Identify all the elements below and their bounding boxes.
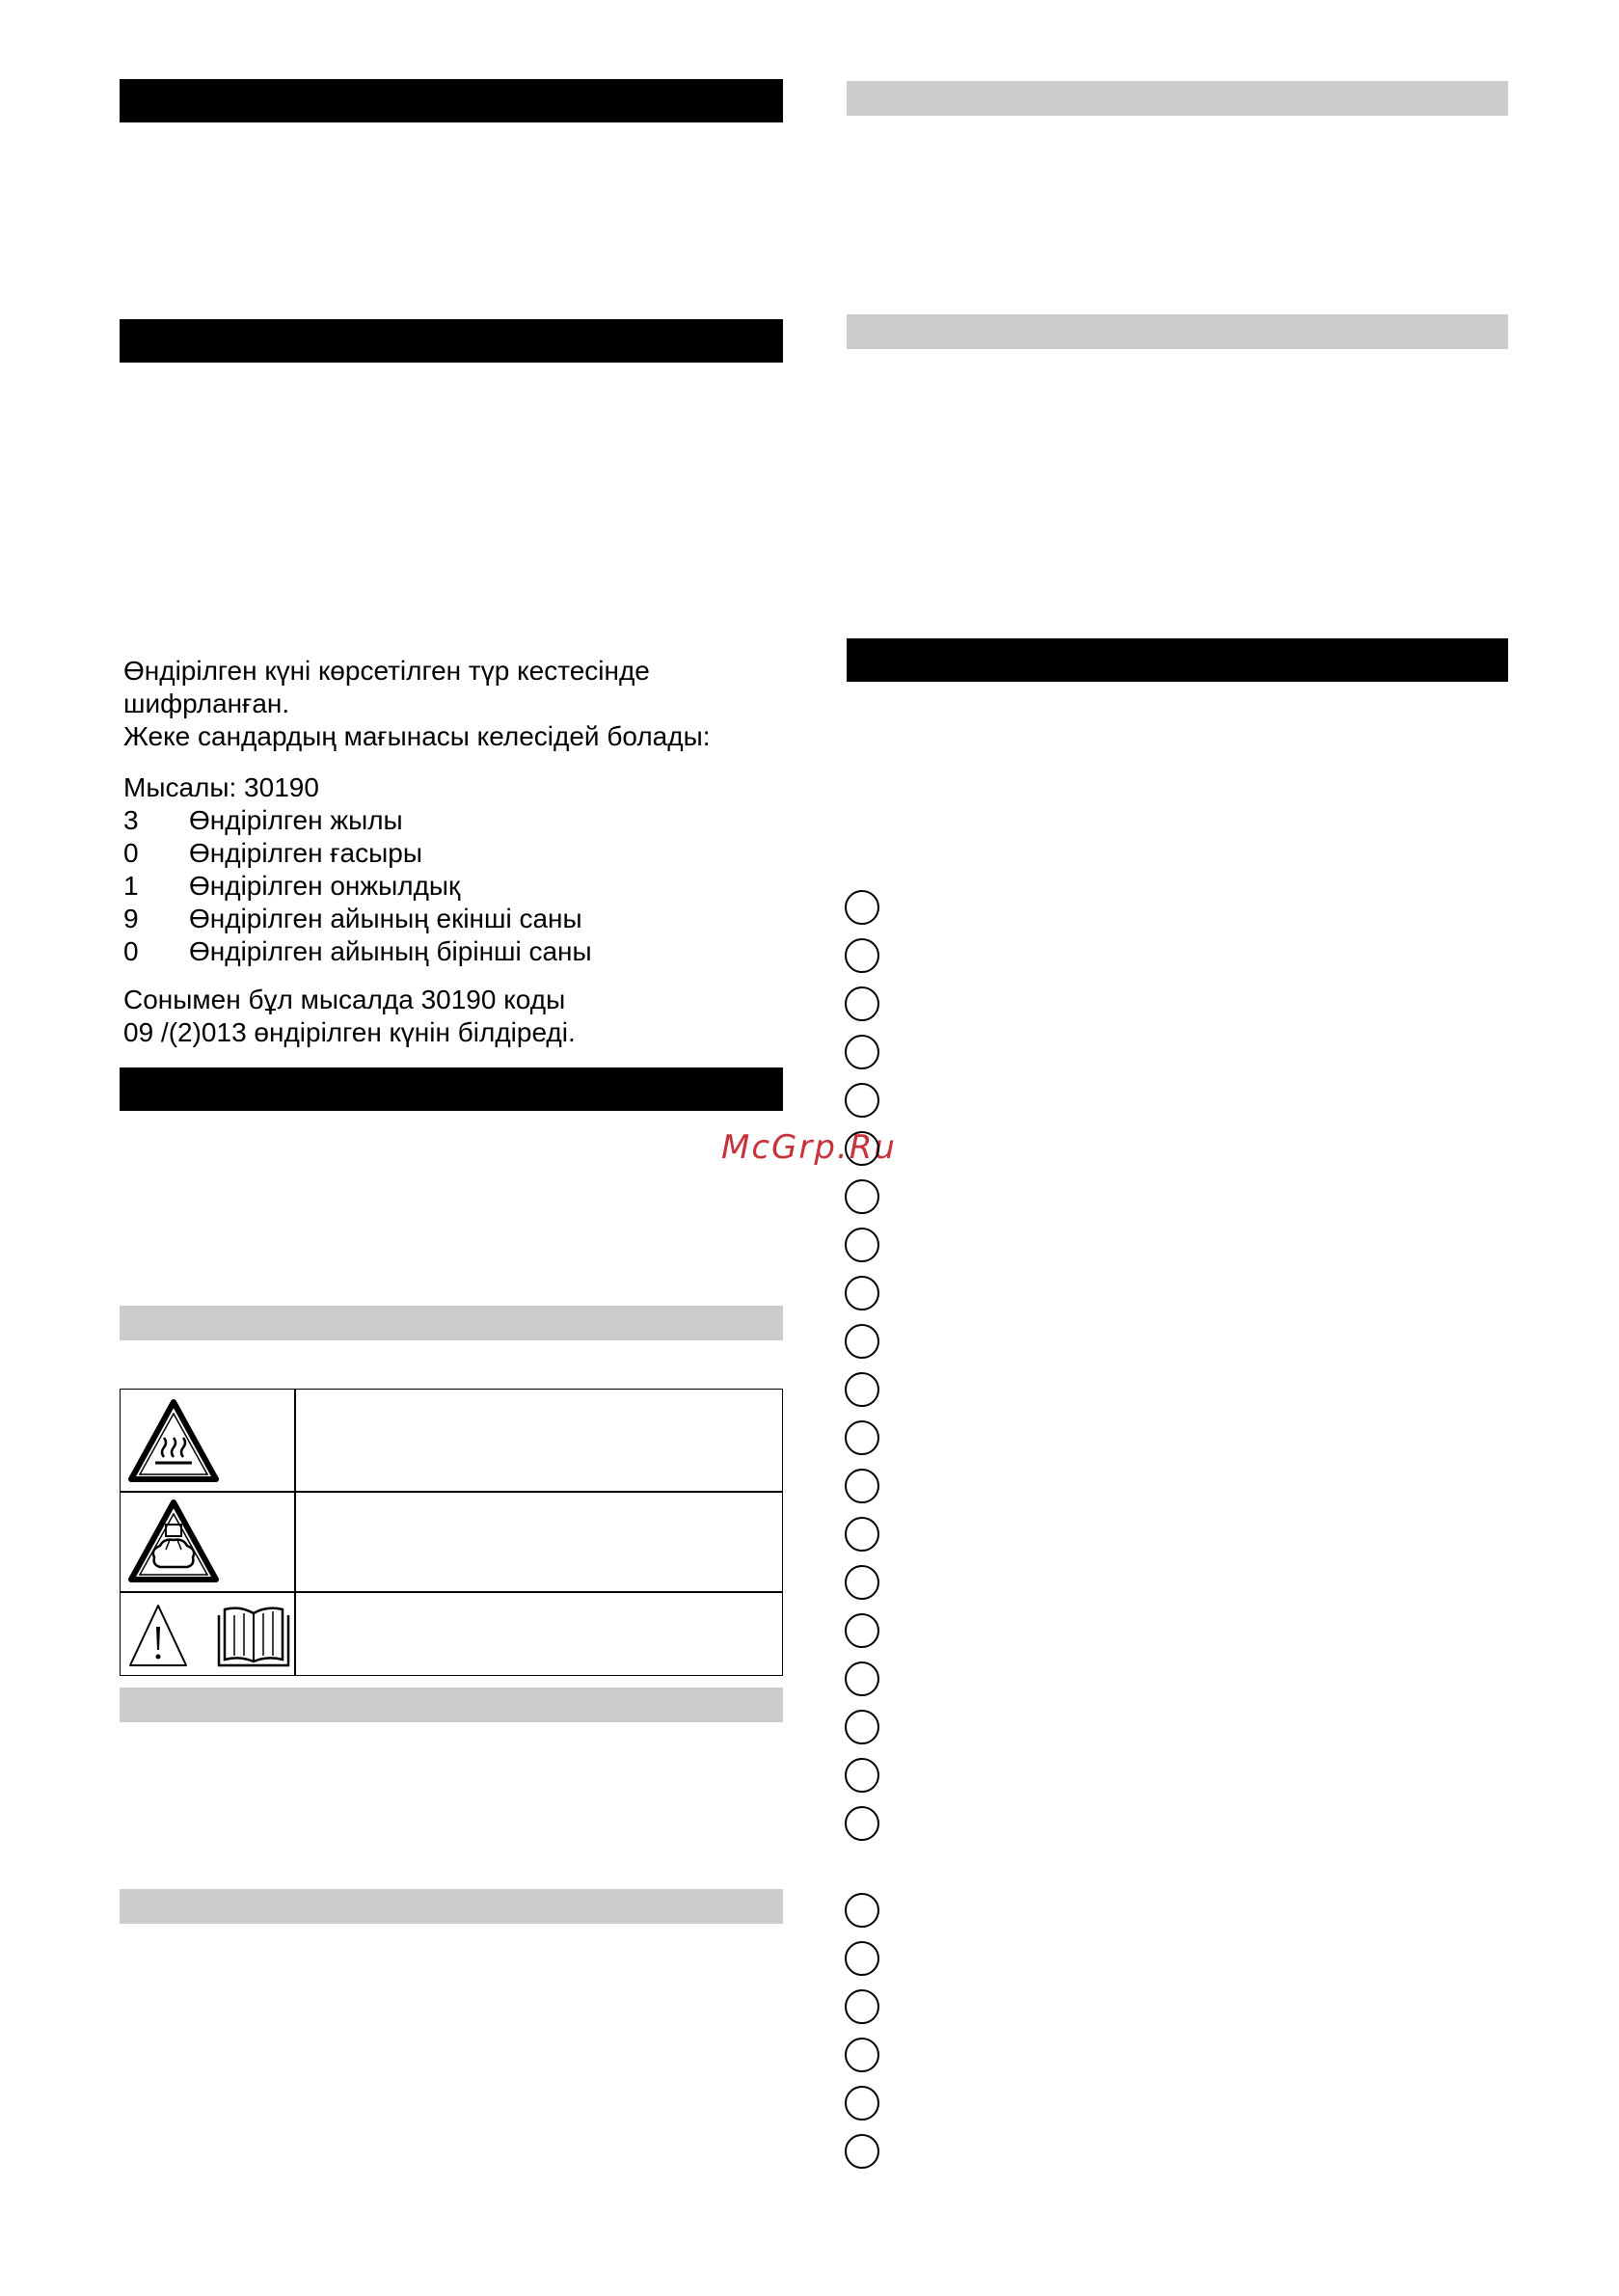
row-divider xyxy=(121,1591,782,1593)
callout-number-circle xyxy=(845,1941,879,1976)
callout-number-circle xyxy=(845,1131,879,1166)
symbols-table xyxy=(120,1389,783,1676)
callout-number-circle xyxy=(845,1420,879,1455)
intro-line: Өндірілген күні көрсетілген түр кестесінде xyxy=(123,656,650,686)
section-header-bar xyxy=(847,638,1508,682)
section-header-bar xyxy=(120,1067,783,1111)
callout-number-circle xyxy=(845,890,879,925)
callout-number-circle xyxy=(845,1324,879,1359)
column-divider xyxy=(294,1390,296,1675)
callout-number-circle xyxy=(845,1469,879,1503)
callout-number-circle xyxy=(845,1893,879,1928)
section-header-bar xyxy=(120,79,783,122)
example-label: Мысалы: 30190 xyxy=(123,772,319,802)
intro-line: Жеке сандардың мағынасы келесідей болады: xyxy=(123,721,711,751)
digit-meaning: Өндірілген онжылдық xyxy=(189,871,461,901)
subsection-header-bar xyxy=(120,1306,783,1340)
callout-number-circle xyxy=(845,2086,879,2120)
hot-surface-warning-icon xyxy=(126,1397,221,1486)
row-divider xyxy=(121,1491,782,1493)
callout-number-circle xyxy=(845,1806,879,1841)
read-manual-warning-icon xyxy=(126,1602,292,1671)
callout-number-circle xyxy=(845,1661,879,1696)
section-header-bar xyxy=(120,319,783,363)
subsection-header-bar xyxy=(120,1889,783,1924)
callout-number-circle xyxy=(845,1372,879,1407)
callout-number-circle xyxy=(845,986,879,1021)
callout-number-circle xyxy=(845,1517,879,1552)
callout-number-circle xyxy=(845,938,879,973)
conclusion-line: 09 /(2)013 өндірілген күнін білдіреді. xyxy=(123,1017,576,1047)
callout-number-circle xyxy=(845,1565,879,1600)
steam-warning-icon xyxy=(126,1498,221,1586)
digit-meaning: Өндірілген айының бірінші саны xyxy=(189,936,592,966)
digit-meaning: Өндірілген ғасыры xyxy=(189,838,422,868)
digit-meaning: Өндірілген жылы xyxy=(189,805,403,835)
subsection-header-bar xyxy=(847,81,1508,116)
digit-meaning: Өндірілген айының екінші саны xyxy=(189,904,582,933)
callout-number-circle xyxy=(845,1083,879,1118)
callout-number-circle xyxy=(845,1613,879,1648)
callout-number-circle xyxy=(845,1758,879,1793)
callout-number-circle xyxy=(845,1989,879,2024)
callout-number-circle xyxy=(845,1179,879,1214)
callout-number-circle xyxy=(845,1035,879,1069)
digit: 9 xyxy=(123,904,139,933)
watermark: McGrp.Ru xyxy=(721,1128,897,1167)
callout-number-circle xyxy=(845,2038,879,2072)
callout-number-circle xyxy=(845,1710,879,1744)
digit: 0 xyxy=(123,838,139,868)
digit: 1 xyxy=(123,871,139,901)
subsection-header-bar xyxy=(847,314,1508,349)
subsection-header-bar xyxy=(120,1688,783,1722)
callout-number-circle xyxy=(845,1276,879,1310)
digit: 0 xyxy=(123,936,139,966)
callout-number-circle xyxy=(845,1228,879,1262)
conclusion-line: Сонымен бұл мысалда 30190 коды xyxy=(123,985,566,1014)
digit: 3 xyxy=(123,805,139,835)
callout-number-circle xyxy=(845,2134,879,2169)
intro-line: шифрланған. xyxy=(123,689,290,718)
